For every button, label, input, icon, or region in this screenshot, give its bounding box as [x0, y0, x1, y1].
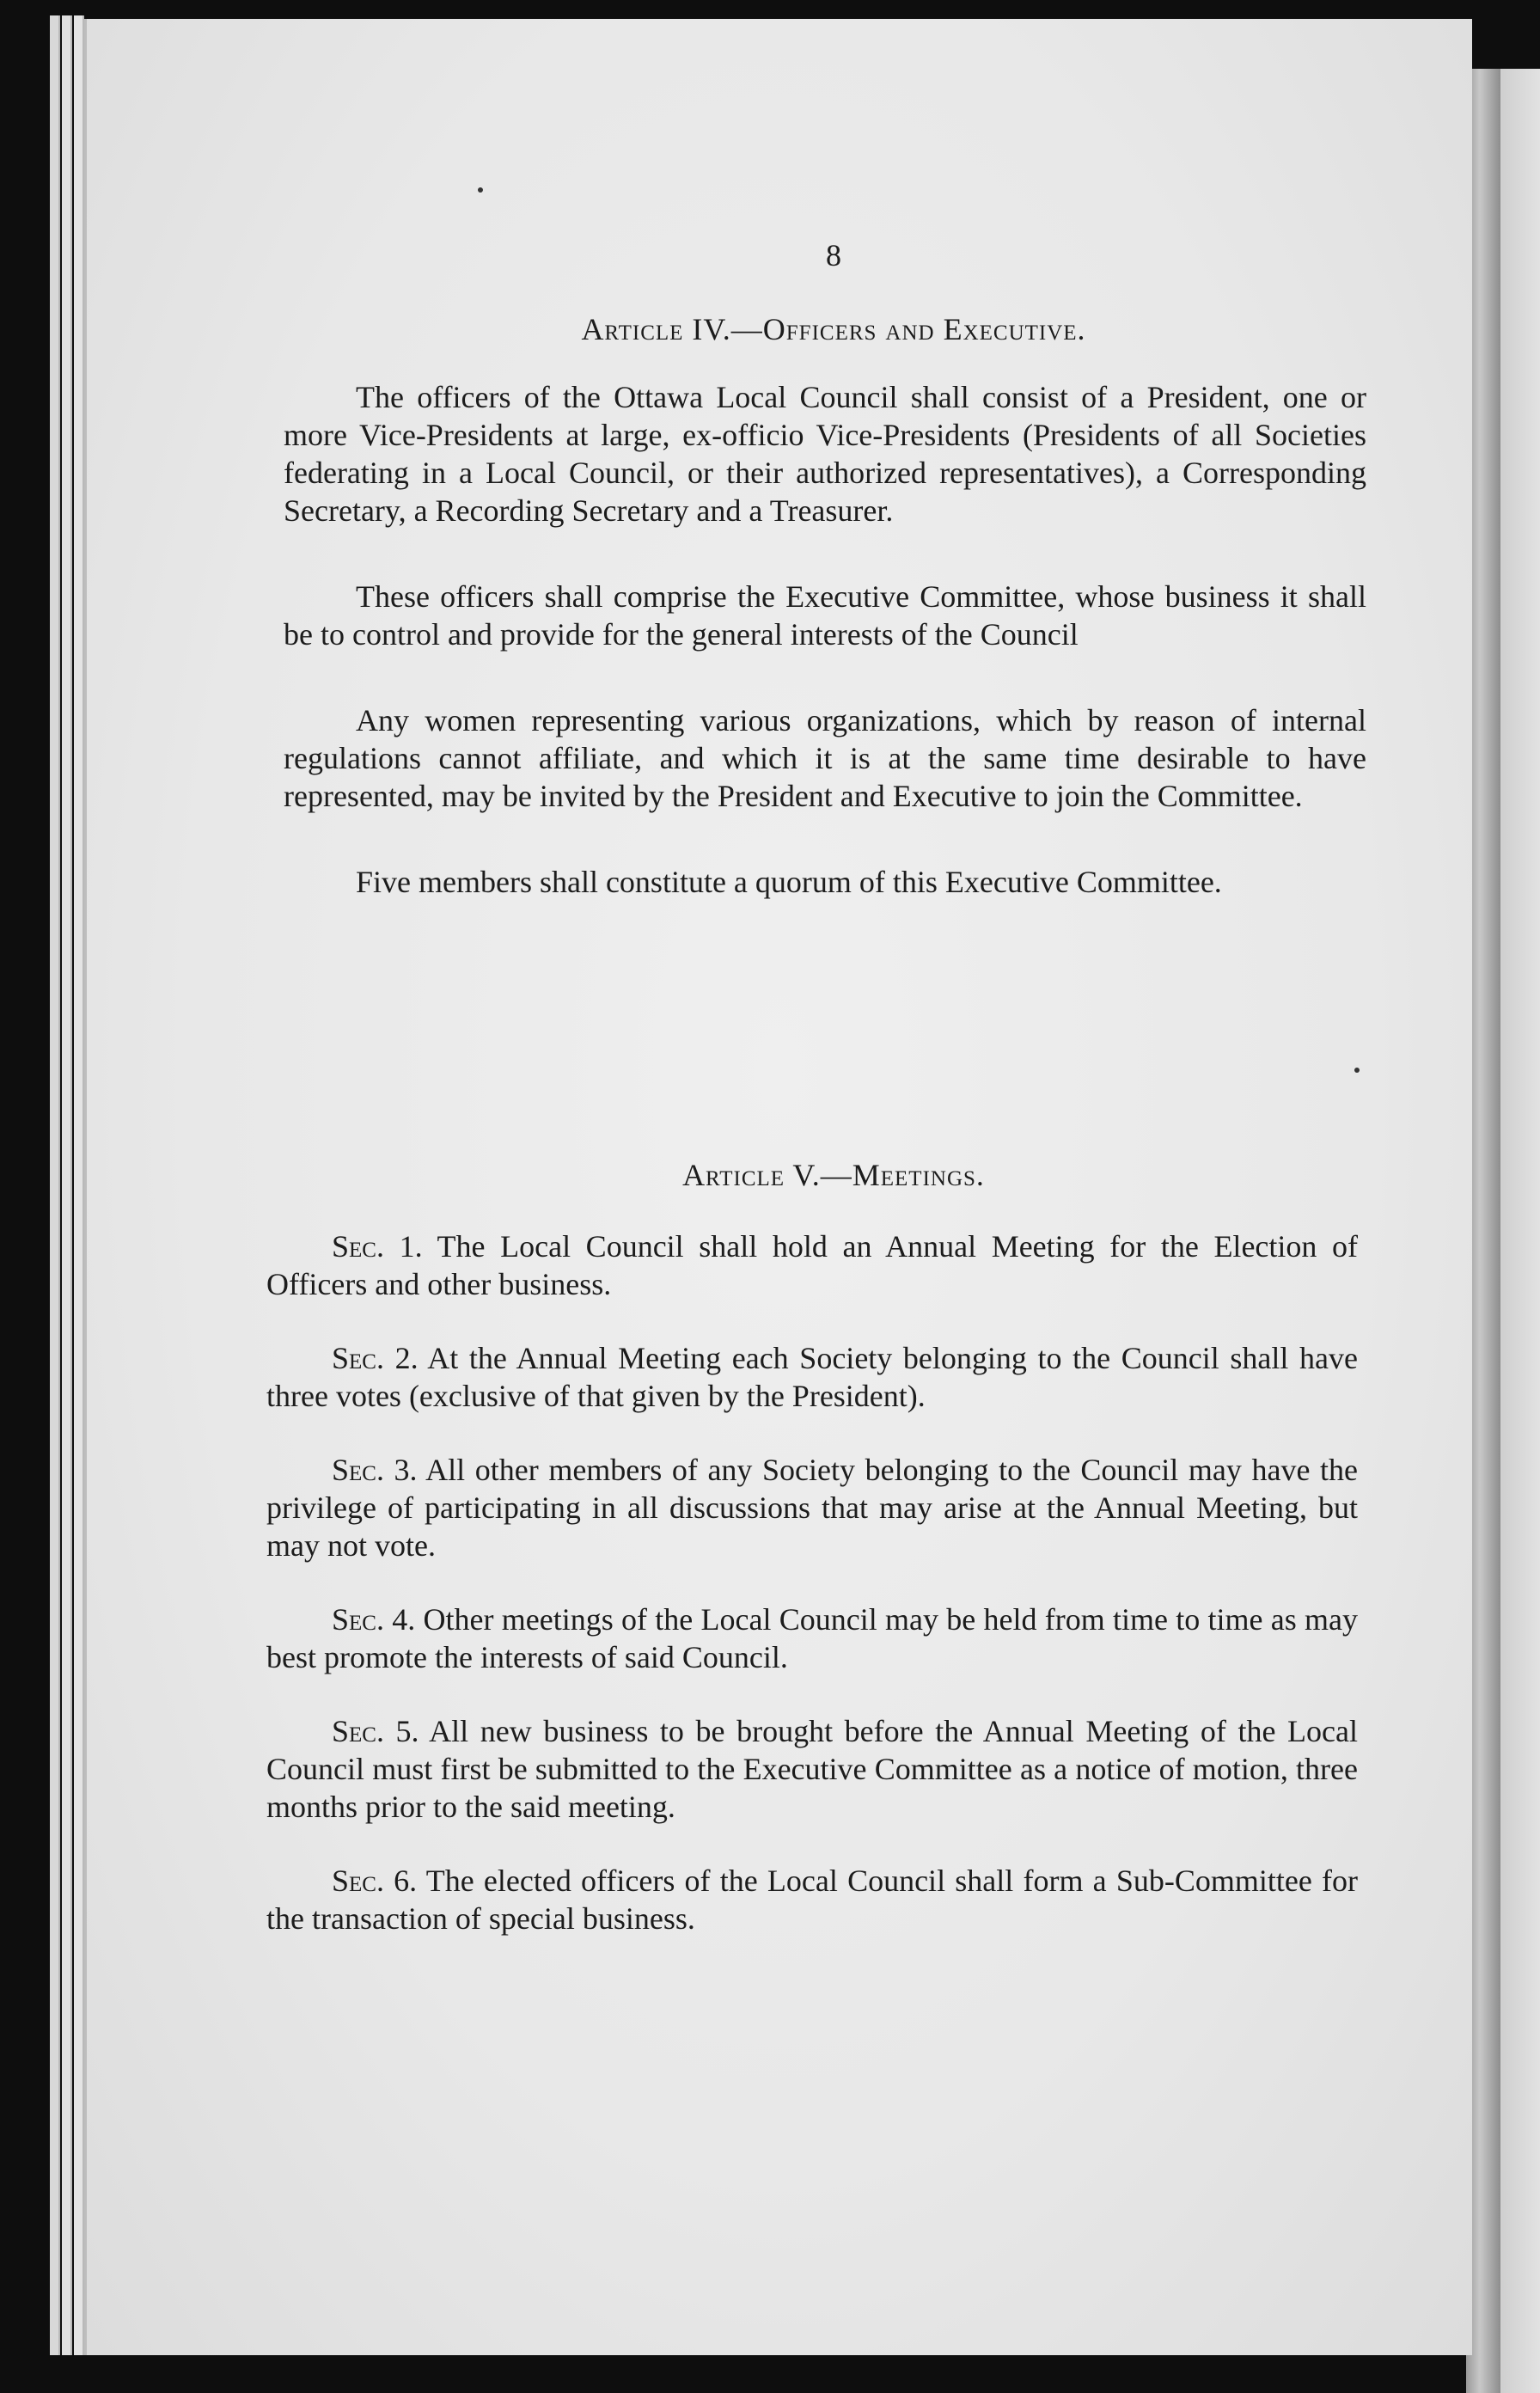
- article-iv-paragraph: Five members shall constitute a quorum of this Executive Committee.: [356, 865, 1222, 899]
- section-paragraph: [266, 1227, 1358, 1303]
- section-text: The elected officers of the Local Council shall form a Sub-Committee for the transaction of special business.: [266, 1864, 1359, 1936]
- ink-speck: [1354, 1068, 1360, 1073]
- section-paragraph: [266, 1600, 1358, 1676]
- page-edge: [74, 15, 84, 2355]
- article-iv-heading: Article IV.—Officers and Executive.: [581, 312, 1086, 346]
- section-text: The Local Council shall hold an Annual Meeting for the Election of Officers and other business.: [266, 1229, 1358, 1301]
- article-iv-body: [284, 378, 1366, 901]
- section-text: At the Annual Meeting each Society belonging to the Council shall have three votes (exclusive of that given by the President).: [266, 1341, 1359, 1413]
- section-text: Other meetings of the Local Council may be held from time to time as may best promote the interests of said Council.: [266, 1602, 1359, 1674]
- section-paragraph: [266, 1712, 1358, 1826]
- section-paragraph: [266, 1339, 1358, 1415]
- article-v-heading: Article V.—Meetings.: [682, 1158, 985, 1192]
- section-text: All new business to be brought before the Annual Meeting of the Local Council must first be submitted to the Executive Committee as a notice of motion, three months prior to the said meeting.: [266, 1714, 1358, 1824]
- section-label: Sec. 1.: [332, 1229, 423, 1264]
- section-label: Sec. 2.: [332, 1341, 419, 1375]
- article-v-body: [266, 1227, 1358, 1937]
- page-number: 8: [826, 238, 841, 272]
- article-iv-paragraph: The officers of the Ottawa Local Council shall consist of a President, one or more Vice-Presidents at large, ex-officio Vice-Presidents (Presidents of all Societies federating in a Local Council, or their authorized representatives), a Corresponding Secretary, a Recording Secretary and a Treasurer.: [284, 380, 1366, 528]
- section-label: Sec. 6.: [332, 1864, 418, 1898]
- ink-speck: [478, 187, 483, 193]
- section-label: Sec. 4.: [332, 1602, 416, 1637]
- section-label: Sec. 3.: [332, 1453, 418, 1487]
- section-text: All other members of any Society belonging to the Council may have the privilege of participating in all discussions that may arise at the Annual Meeting, but may not vote.: [266, 1453, 1358, 1563]
- article-iv-paragraph: These officers shall comprise the Executive Committee, whose business it shall be to control and provide for the general interests of the Council: [284, 579, 1366, 652]
- section-label: Sec. 5.: [332, 1714, 419, 1748]
- section-paragraph: [266, 1451, 1358, 1564]
- article-iv-paragraph: Any women representing various organizations, which by reason of internal regulations cannot affiliate, and which it is at the same time desirable to have represented, may be invited by the President and Executive to join the Committee.: [284, 703, 1366, 813]
- facing-page-edge: [1500, 69, 1540, 2393]
- section-paragraph: [266, 1862, 1358, 1937]
- page-edge: [62, 15, 72, 2355]
- page-edge: [50, 15, 60, 2355]
